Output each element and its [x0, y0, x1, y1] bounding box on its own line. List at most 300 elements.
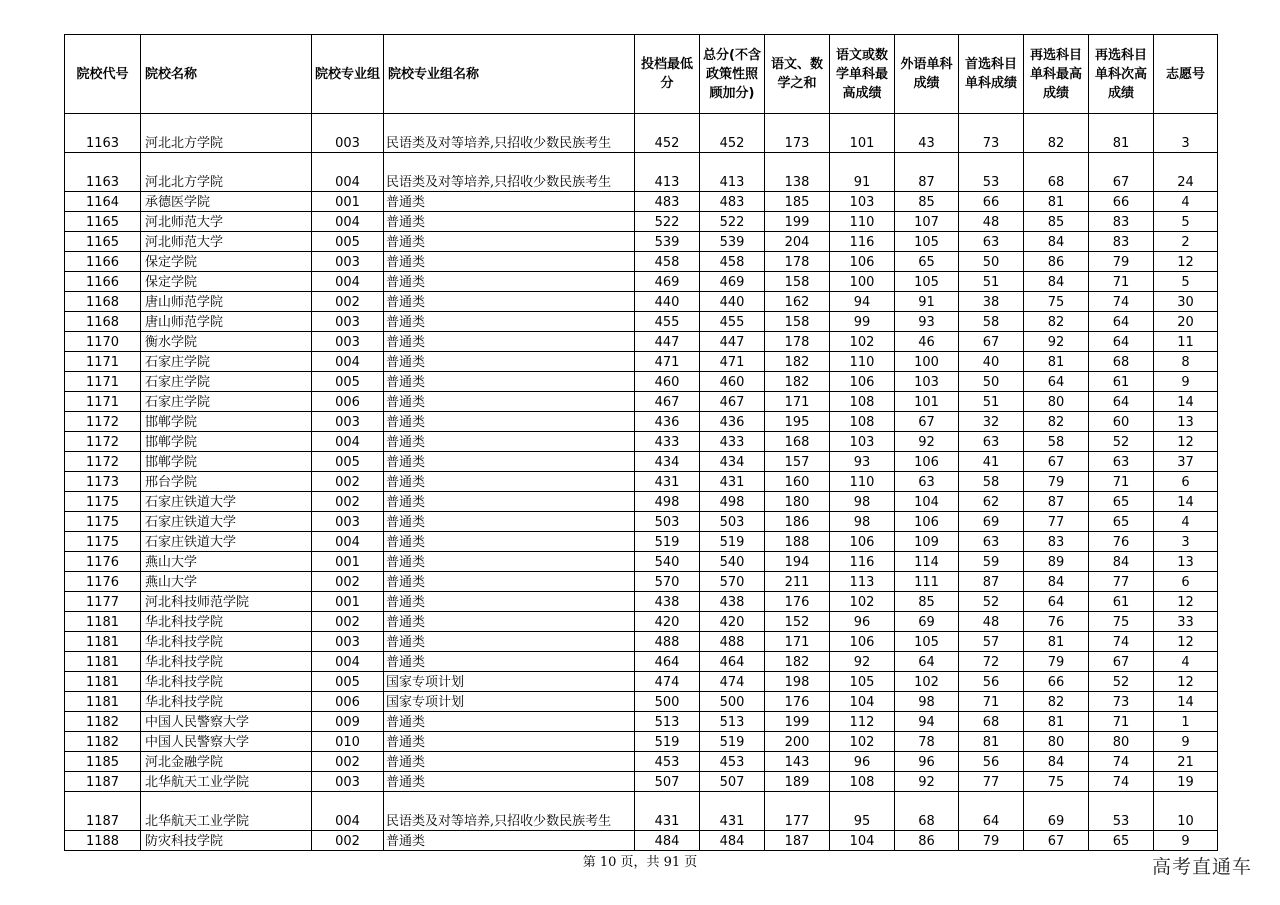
cell-col-school-name: 邢台学院 [141, 472, 312, 492]
cell-col-group-name: 普通类 [384, 412, 635, 432]
cell-col-group-code: 004 [312, 792, 384, 831]
cell-col-top-single: 103 [830, 192, 895, 212]
cell-col-group-name: 普通类 [384, 472, 635, 492]
table-row [65, 592, 1218, 612]
cell-col-first-subject: 48 [959, 212, 1024, 232]
cell-col-choice-number: 4 [1154, 652, 1218, 672]
cell-col-first-subject: 50 [959, 252, 1024, 272]
cell-col-group-name: 普通类 [384, 232, 635, 252]
cell-col-reselect-second: 64 [1089, 312, 1154, 332]
cell-col-group-name: 国家专项计划 [384, 692, 635, 712]
cell-col-foreign-lang: 85 [895, 192, 959, 212]
cell-col-school-name: 中国人民警察大学 [141, 712, 312, 732]
cell-col-min-score: 460 [635, 372, 700, 392]
cell-col-school-name: 华北科技学院 [141, 692, 312, 712]
cell-col-choice-number: 14 [1154, 392, 1218, 412]
cell-col-total-score: 471 [700, 352, 765, 372]
cell-col-reselect-second: 83 [1089, 232, 1154, 252]
cell-col-choice-number: 4 [1154, 512, 1218, 532]
table-row [65, 752, 1218, 772]
cell-col-first-subject: 32 [959, 412, 1024, 432]
cell-col-reselect-top: 75 [1024, 292, 1089, 312]
cell-col-group-code: 003 [312, 632, 384, 652]
cell-col-choice-number: 10 [1154, 792, 1218, 831]
cell-col-group-code: 004 [312, 532, 384, 552]
table-row [65, 772, 1218, 792]
cell-col-chinese-math: 171 [765, 632, 830, 652]
cell-col-reselect-second: 80 [1089, 732, 1154, 752]
cell-col-foreign-lang: 46 [895, 332, 959, 352]
cell-col-choice-number: 4 [1154, 192, 1218, 212]
cell-col-group-code: 003 [312, 332, 384, 352]
cell-col-chinese-math: 152 [765, 612, 830, 632]
cell-col-min-score: 484 [635, 831, 700, 851]
cell-col-group-code: 002 [312, 752, 384, 772]
cell-col-total-score: 431 [700, 792, 765, 831]
cell-col-foreign-lang: 85 [895, 592, 959, 612]
cell-col-top-single: 104 [830, 692, 895, 712]
cell-col-group-name: 普通类 [384, 532, 635, 552]
cell-col-min-score: 488 [635, 632, 700, 652]
cell-col-school-name: 石家庄学院 [141, 392, 312, 412]
table-row [65, 412, 1218, 432]
table-row [65, 153, 1218, 192]
cell-col-total-score: 539 [700, 232, 765, 252]
cell-col-school-code: 1182 [65, 732, 141, 752]
cell-col-school-code: 1172 [65, 452, 141, 472]
cell-col-school-name: 石家庄铁道大学 [141, 492, 312, 512]
cell-col-school-code: 1165 [65, 232, 141, 252]
cell-col-group-name: 普通类 [384, 712, 635, 732]
cell-col-group-code: 004 [312, 272, 384, 292]
header-col-group-code: 院校专业组 [312, 35, 384, 114]
cell-col-total-score: 452 [700, 114, 765, 153]
cell-col-total-score: 467 [700, 392, 765, 412]
cell-col-total-score: 434 [700, 452, 765, 472]
table-row [65, 672, 1218, 692]
cell-col-foreign-lang: 100 [895, 352, 959, 372]
cell-col-min-score: 433 [635, 432, 700, 452]
cell-col-foreign-lang: 109 [895, 532, 959, 552]
cell-col-choice-number: 24 [1154, 153, 1218, 192]
cell-col-school-name: 唐山师范学院 [141, 312, 312, 332]
cell-col-reselect-top: 85 [1024, 212, 1089, 232]
cell-col-first-subject: 63 [959, 232, 1024, 252]
cell-col-first-subject: 56 [959, 752, 1024, 772]
cell-col-min-score: 519 [635, 732, 700, 752]
cell-col-reselect-second: 67 [1089, 652, 1154, 672]
table-row [65, 512, 1218, 532]
cell-col-reselect-second: 67 [1089, 153, 1154, 192]
cell-col-first-subject: 69 [959, 512, 1024, 532]
header-col-choice-number: 志愿号 [1154, 35, 1218, 114]
cell-col-foreign-lang: 96 [895, 752, 959, 772]
cell-col-school-name: 石家庄学院 [141, 372, 312, 392]
cell-col-school-code: 1166 [65, 272, 141, 292]
cell-col-first-subject: 63 [959, 532, 1024, 552]
table-row [65, 552, 1218, 572]
cell-col-total-score: 503 [700, 512, 765, 532]
cell-col-top-single: 116 [830, 552, 895, 572]
cell-col-school-name: 河北师范大学 [141, 232, 312, 252]
cell-col-total-score: 458 [700, 252, 765, 272]
cell-col-reselect-top: 81 [1024, 632, 1089, 652]
cell-col-min-score: 440 [635, 292, 700, 312]
cell-col-first-subject: 81 [959, 732, 1024, 752]
cell-col-min-score: 513 [635, 712, 700, 732]
cell-col-school-name: 河北北方学院 [141, 153, 312, 192]
cell-col-reselect-top: 81 [1024, 352, 1089, 372]
table-row [65, 312, 1218, 332]
cell-col-group-code: 003 [312, 772, 384, 792]
cell-col-total-score: 507 [700, 772, 765, 792]
cell-col-choice-number: 12 [1154, 592, 1218, 612]
cell-col-total-score: 500 [700, 692, 765, 712]
cell-col-chinese-math: 160 [765, 472, 830, 492]
cell-col-min-score: 519 [635, 532, 700, 552]
cell-col-chinese-math: 138 [765, 153, 830, 192]
cell-col-top-single: 94 [830, 292, 895, 312]
cell-col-reselect-top: 82 [1024, 692, 1089, 712]
header-col-total-score: 总分(不含政策性照顾加分) [700, 35, 765, 114]
table-row [65, 432, 1218, 452]
cell-col-reselect-second: 53 [1089, 792, 1154, 831]
cell-col-school-name: 河北师范大学 [141, 212, 312, 232]
table-row [65, 332, 1218, 352]
cell-col-top-single: 105 [830, 672, 895, 692]
cell-col-reselect-top: 84 [1024, 272, 1089, 292]
cell-col-min-score: 471 [635, 352, 700, 372]
cell-col-reselect-top: 64 [1024, 372, 1089, 392]
cell-col-school-name: 唐山师范学院 [141, 292, 312, 312]
cell-col-top-single: 102 [830, 332, 895, 352]
table-row [65, 612, 1218, 632]
cell-col-school-code: 1166 [65, 252, 141, 272]
cell-col-school-name: 保定学院 [141, 272, 312, 292]
table-row [65, 212, 1218, 232]
cell-col-school-code: 1181 [65, 612, 141, 632]
cell-col-top-single: 108 [830, 772, 895, 792]
cell-col-chinese-math: 176 [765, 592, 830, 612]
cell-col-school-code: 1176 [65, 552, 141, 572]
cell-col-school-code: 1175 [65, 532, 141, 552]
cell-col-group-name: 普通类 [384, 272, 635, 292]
cell-col-top-single: 113 [830, 572, 895, 592]
cell-col-reselect-second: 65 [1089, 492, 1154, 512]
cell-col-group-code: 005 [312, 232, 384, 252]
cell-col-group-code: 002 [312, 831, 384, 851]
cell-col-min-score: 483 [635, 192, 700, 212]
cell-col-total-score: 440 [700, 292, 765, 312]
cell-col-total-score: 469 [700, 272, 765, 292]
cell-col-school-name: 石家庄铁道大学 [141, 532, 312, 552]
cell-col-choice-number: 13 [1154, 412, 1218, 432]
cell-col-total-score: 460 [700, 372, 765, 392]
cell-col-group-name: 普通类 [384, 392, 635, 412]
cell-col-reselect-top: 68 [1024, 153, 1089, 192]
cell-col-school-code: 1164 [65, 192, 141, 212]
cell-col-school-code: 1175 [65, 492, 141, 512]
cell-col-choice-number: 2 [1154, 232, 1218, 252]
table-row [65, 192, 1218, 212]
cell-col-first-subject: 57 [959, 632, 1024, 652]
cell-col-reselect-second: 68 [1089, 352, 1154, 372]
cell-col-chinese-math: 182 [765, 372, 830, 392]
cell-col-school-code: 1171 [65, 392, 141, 412]
cell-col-reselect-second: 61 [1089, 592, 1154, 612]
cell-col-chinese-math: 204 [765, 232, 830, 252]
cell-col-foreign-lang: 114 [895, 552, 959, 572]
cell-col-reselect-top: 81 [1024, 192, 1089, 212]
cell-col-min-score: 539 [635, 232, 700, 252]
table-row [65, 272, 1218, 292]
cell-col-group-code: 002 [312, 572, 384, 592]
cell-col-total-score: 484 [700, 831, 765, 851]
cell-col-reselect-top: 80 [1024, 732, 1089, 752]
cell-col-first-subject: 77 [959, 772, 1024, 792]
cell-col-school-code: 1171 [65, 372, 141, 392]
cell-col-choice-number: 19 [1154, 772, 1218, 792]
cell-col-reselect-second: 84 [1089, 552, 1154, 572]
cell-col-total-score: 488 [700, 632, 765, 652]
cell-col-school-name: 中国人民警察大学 [141, 732, 312, 752]
cell-col-chinese-math: 186 [765, 512, 830, 532]
header-col-school-name: 院校名称 [141, 35, 312, 114]
cell-col-total-score: 455 [700, 312, 765, 332]
cell-col-top-single: 96 [830, 752, 895, 772]
cell-col-reselect-top: 82 [1024, 114, 1089, 153]
cell-col-top-single: 101 [830, 114, 895, 153]
cell-col-reselect-second: 63 [1089, 452, 1154, 472]
table-row [65, 692, 1218, 712]
cell-col-top-single: 110 [830, 352, 895, 372]
cell-col-total-score: 483 [700, 192, 765, 212]
cell-col-group-name: 普通类 [384, 752, 635, 772]
cell-col-total-score: 498 [700, 492, 765, 512]
cell-col-choice-number: 12 [1154, 432, 1218, 452]
cell-col-school-code: 1181 [65, 672, 141, 692]
table-body [65, 114, 1218, 851]
cell-col-group-code: 001 [312, 552, 384, 572]
cell-col-school-code: 1176 [65, 572, 141, 592]
cell-col-min-score: 570 [635, 572, 700, 592]
cell-col-group-code: 001 [312, 192, 384, 212]
cell-col-school-name: 北华航天工业学院 [141, 772, 312, 792]
cell-col-choice-number: 37 [1154, 452, 1218, 472]
cell-col-choice-number: 33 [1154, 612, 1218, 632]
cell-col-chinese-math: 188 [765, 532, 830, 552]
cell-col-top-single: 108 [830, 412, 895, 432]
cell-col-first-subject: 73 [959, 114, 1024, 153]
cell-col-first-subject: 51 [959, 392, 1024, 412]
table-row [65, 632, 1218, 652]
cell-col-total-score: 522 [700, 212, 765, 232]
cell-col-first-subject: 40 [959, 352, 1024, 372]
header-col-group-name: 院校专业组名称 [384, 35, 635, 114]
cell-col-group-name: 普通类 [384, 492, 635, 512]
cell-col-min-score: 447 [635, 332, 700, 352]
cell-col-reselect-second: 81 [1089, 114, 1154, 153]
cell-col-total-score: 513 [700, 712, 765, 732]
cell-col-school-code: 1163 [65, 114, 141, 153]
cell-col-school-code: 1173 [65, 472, 141, 492]
cell-col-choice-number: 9 [1154, 372, 1218, 392]
cell-col-chinese-math: 198 [765, 672, 830, 692]
cell-col-total-score: 519 [700, 732, 765, 752]
cell-col-chinese-math: 211 [765, 572, 830, 592]
cell-col-choice-number: 12 [1154, 672, 1218, 692]
cell-col-total-score: 474 [700, 672, 765, 692]
table-row [65, 372, 1218, 392]
cell-col-group-name: 普通类 [384, 432, 635, 452]
cell-col-school-code: 1163 [65, 153, 141, 192]
cell-col-foreign-lang: 103 [895, 372, 959, 392]
cell-col-group-name: 普通类 [384, 312, 635, 332]
cell-col-top-single: 104 [830, 831, 895, 851]
cell-col-reselect-second: 83 [1089, 212, 1154, 232]
cell-col-group-code: 004 [312, 652, 384, 672]
cell-col-choice-number: 20 [1154, 312, 1218, 332]
cell-col-first-subject: 59 [959, 552, 1024, 572]
cell-col-choice-number: 11 [1154, 332, 1218, 352]
cell-col-choice-number: 9 [1154, 831, 1218, 851]
cell-col-reselect-second: 65 [1089, 512, 1154, 532]
cell-col-chinese-math: 199 [765, 712, 830, 732]
cell-col-min-score: 507 [635, 772, 700, 792]
table-row [65, 452, 1218, 472]
cell-col-reselect-second: 79 [1089, 252, 1154, 272]
cell-col-reselect-top: 84 [1024, 572, 1089, 592]
cell-col-reselect-second: 61 [1089, 372, 1154, 392]
cell-col-chinese-math: 171 [765, 392, 830, 412]
cell-col-reselect-top: 75 [1024, 772, 1089, 792]
cell-col-chinese-math: 182 [765, 352, 830, 372]
cell-col-group-code: 002 [312, 472, 384, 492]
cell-col-total-score: 436 [700, 412, 765, 432]
cell-col-top-single: 99 [830, 312, 895, 332]
table-row [65, 114, 1218, 153]
cell-col-reselect-top: 89 [1024, 552, 1089, 572]
cell-col-min-score: 434 [635, 452, 700, 472]
header-col-school-code: 院校代号 [65, 35, 141, 114]
cell-col-choice-number: 12 [1154, 632, 1218, 652]
cell-col-foreign-lang: 106 [895, 452, 959, 472]
cell-col-top-single: 106 [830, 252, 895, 272]
cell-col-foreign-lang: 92 [895, 432, 959, 452]
admission-score-table [64, 34, 1218, 851]
cell-col-foreign-lang: 65 [895, 252, 959, 272]
cell-col-choice-number: 3 [1154, 114, 1218, 153]
cell-col-choice-number: 13 [1154, 552, 1218, 572]
cell-col-choice-number: 12 [1154, 252, 1218, 272]
cell-col-school-name: 石家庄铁道大学 [141, 512, 312, 532]
cell-col-min-score: 467 [635, 392, 700, 412]
cell-col-school-code: 1188 [65, 831, 141, 851]
cell-col-chinese-math: 158 [765, 272, 830, 292]
cell-col-group-code: 005 [312, 672, 384, 692]
cell-col-group-code: 005 [312, 452, 384, 472]
cell-col-first-subject: 38 [959, 292, 1024, 312]
cell-col-top-single: 108 [830, 392, 895, 412]
cell-col-first-subject: 63 [959, 432, 1024, 452]
cell-col-reselect-second: 52 [1089, 432, 1154, 452]
cell-col-school-code: 1185 [65, 752, 141, 772]
cell-col-foreign-lang: 87 [895, 153, 959, 192]
cell-col-min-score: 453 [635, 752, 700, 772]
table-row [65, 392, 1218, 412]
cell-col-reselect-second: 73 [1089, 692, 1154, 712]
cell-col-reselect-second: 71 [1089, 472, 1154, 492]
cell-col-top-single: 98 [830, 512, 895, 532]
cell-col-reselect-top: 64 [1024, 592, 1089, 612]
cell-col-foreign-lang: 102 [895, 672, 959, 692]
cell-col-school-name: 华北科技学院 [141, 632, 312, 652]
cell-col-group-name: 普通类 [384, 732, 635, 752]
cell-col-min-score: 522 [635, 212, 700, 232]
cell-col-group-name: 普通类 [384, 572, 635, 592]
cell-col-total-score: 447 [700, 332, 765, 352]
table-row [65, 792, 1218, 831]
cell-col-reselect-top: 92 [1024, 332, 1089, 352]
table-row [65, 472, 1218, 492]
cell-col-min-score: 436 [635, 412, 700, 432]
cell-col-chinese-math: 143 [765, 752, 830, 772]
cell-col-chinese-math: 173 [765, 114, 830, 153]
cell-col-top-single: 106 [830, 632, 895, 652]
cell-col-min-score: 455 [635, 312, 700, 332]
cell-col-chinese-math: 177 [765, 792, 830, 831]
header-col-top-single: 语文或数学单科最高成绩 [830, 35, 895, 114]
cell-col-min-score: 474 [635, 672, 700, 692]
table-row [65, 831, 1218, 851]
cell-col-group-name: 普通类 [384, 652, 635, 672]
cell-col-reselect-second: 64 [1089, 392, 1154, 412]
cell-col-chinese-math: 180 [765, 492, 830, 512]
cell-col-reselect-second: 65 [1089, 831, 1154, 851]
cell-col-min-score: 458 [635, 252, 700, 272]
cell-col-school-code: 1168 [65, 292, 141, 312]
cell-col-group-name: 民语类及对等培养,只招收少数民族考生 [384, 114, 635, 153]
cell-col-group-name: 国家专项计划 [384, 672, 635, 692]
cell-col-reselect-top: 76 [1024, 612, 1089, 632]
cell-col-total-score: 570 [700, 572, 765, 592]
cell-col-group-code: 005 [312, 372, 384, 392]
cell-col-reselect-second: 52 [1089, 672, 1154, 692]
cell-col-school-name: 河北金融学院 [141, 752, 312, 772]
cell-col-foreign-lang: 94 [895, 712, 959, 732]
cell-col-top-single: 110 [830, 472, 895, 492]
cell-col-school-code: 1165 [65, 212, 141, 232]
cell-col-min-score: 464 [635, 652, 700, 672]
cell-col-group-code: 004 [312, 432, 384, 452]
cell-col-chinese-math: 194 [765, 552, 830, 572]
cell-col-chinese-math: 162 [765, 292, 830, 312]
cell-col-reselect-second: 76 [1089, 532, 1154, 552]
cell-col-reselect-top: 77 [1024, 512, 1089, 532]
cell-col-min-score: 540 [635, 552, 700, 572]
cell-col-group-code: 006 [312, 392, 384, 412]
cell-col-school-name: 衡水学院 [141, 332, 312, 352]
cell-col-chinese-math: 182 [765, 652, 830, 672]
cell-col-chinese-math: 176 [765, 692, 830, 712]
cell-col-top-single: 106 [830, 372, 895, 392]
cell-col-group-code: 009 [312, 712, 384, 732]
cell-col-top-single: 100 [830, 272, 895, 292]
header-col-reselect-top: 再选科目单科最高成绩 [1024, 35, 1089, 114]
cell-col-chinese-math: 168 [765, 432, 830, 452]
cell-col-min-score: 420 [635, 612, 700, 632]
cell-col-first-subject: 56 [959, 672, 1024, 692]
